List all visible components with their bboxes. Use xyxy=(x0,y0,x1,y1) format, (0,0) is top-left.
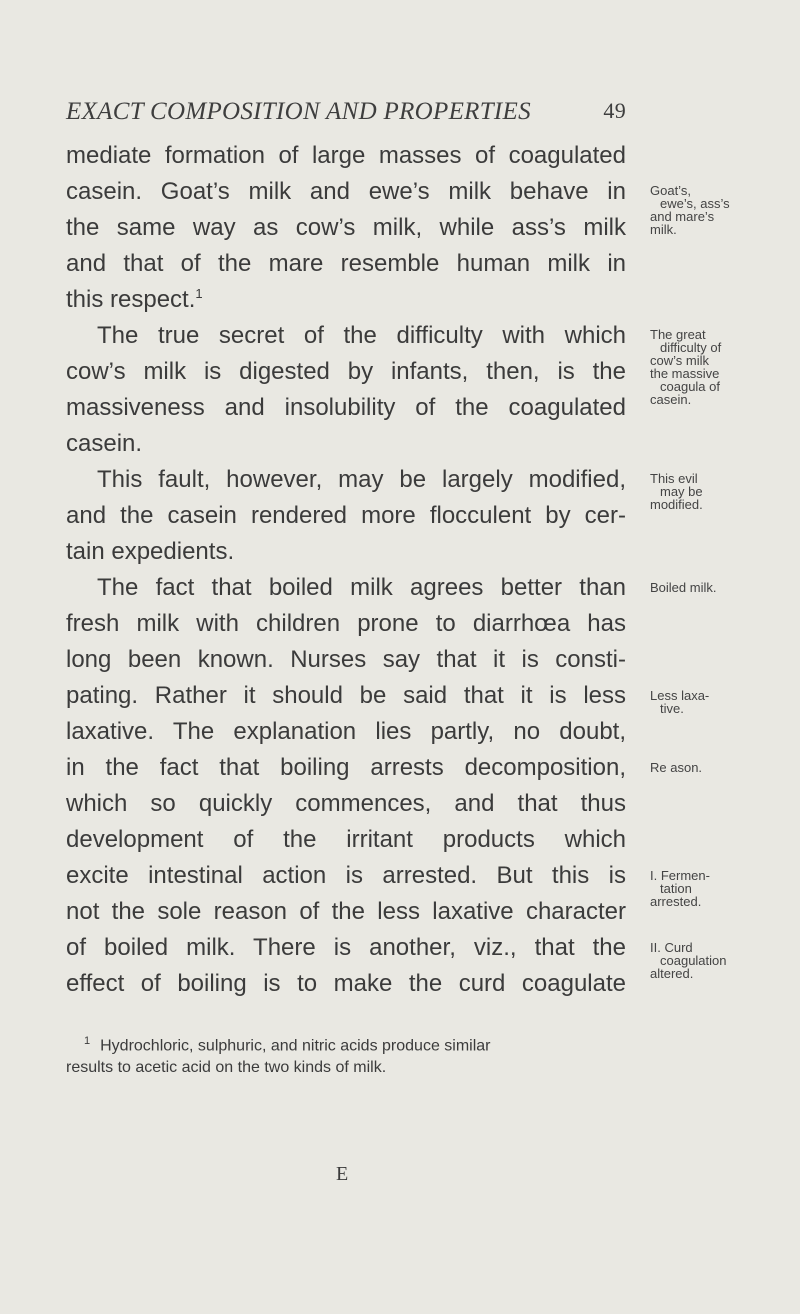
side-note-line: The great xyxy=(650,327,706,342)
side-note xyxy=(650,581,790,594)
side-note-line: and mare’s xyxy=(650,209,715,224)
side-note-line: tive. xyxy=(660,701,684,716)
body-line: long been known. Nurses say that it is consti- xyxy=(66,646,626,673)
side-note xyxy=(650,472,790,511)
footnote-reference: 1 xyxy=(195,286,203,301)
running-head-title: EXACT COMPOSITION AND PROPERTIES xyxy=(66,98,531,125)
side-note-line: Less laxa- xyxy=(650,688,710,703)
side-note-line: I. Fermen- xyxy=(650,868,710,883)
body-line: pating. Rather it should be said that it is less xyxy=(66,682,626,709)
running-head xyxy=(66,98,626,126)
side-note-line: coagulation xyxy=(660,953,727,968)
side-note xyxy=(650,689,790,715)
side-note xyxy=(650,184,790,236)
side-note-line: cow’s milk xyxy=(650,353,709,368)
body-line: the same way as cow’s milk, while ass’s milk xyxy=(66,214,626,241)
body-text: this respect. xyxy=(66,286,196,313)
side-note-line: Boiled milk. xyxy=(650,580,717,595)
body-line: excite intestinal action is arrested. But this is xyxy=(66,862,626,889)
body-line: effect of boiling is to make the curd coagulate xyxy=(66,970,626,997)
body-line: fresh milk with children prone to diarrhœa has xyxy=(66,610,626,637)
body-line: development of the irritant products which xyxy=(66,826,626,853)
side-note-line: modified. xyxy=(650,497,703,512)
body-line: This fault, however, may be largely modified, xyxy=(97,466,626,493)
side-note xyxy=(650,941,790,980)
body-line: mediate formation of large masses of coagulated xyxy=(66,142,626,169)
body-line: The fact that boiled milk agrees better than xyxy=(97,574,626,601)
side-note-line: altered. xyxy=(650,966,694,981)
body-line: massiveness and insolubility of the coagulated xyxy=(66,394,626,421)
side-note-line: milk. xyxy=(650,222,677,237)
body-line: tain expedients. xyxy=(66,538,235,565)
body-line: casein. Goat’s milk and ewe’s milk behave in xyxy=(66,178,626,205)
body-line: of boiled milk. There is another, viz., that the xyxy=(66,934,626,961)
body-line: which so quickly commences, and that thus xyxy=(66,790,626,817)
body-line xyxy=(66,282,626,318)
side-note-line: Goat’s, xyxy=(650,183,691,198)
side-note xyxy=(650,761,790,774)
body-line: cow’s milk is digested by infants, then, is the xyxy=(66,358,626,385)
side-note-line: casein. xyxy=(650,392,692,407)
side-note-line: Re ason. xyxy=(650,760,703,775)
body-line: The true secret of the difficulty with which xyxy=(97,322,626,349)
side-note xyxy=(650,328,790,406)
body-line: and that of the mare resemble human milk in xyxy=(66,250,626,277)
side-note-line: II. Curd xyxy=(650,940,693,955)
body-line: not the sole reason of the less laxative character xyxy=(66,898,626,925)
body-line: laxative. The explanation lies partly, no doubt, xyxy=(66,718,626,745)
side-note xyxy=(650,869,790,908)
footnote-mark: 1 xyxy=(84,1035,91,1047)
footnote xyxy=(66,1030,624,1079)
side-note-line: coagula of xyxy=(660,379,720,394)
side-note-line: the massive xyxy=(650,366,720,381)
page-number: 49 xyxy=(603,98,626,123)
side-note-line: may be xyxy=(660,484,703,499)
side-note-line: ewe’s, ass’s xyxy=(660,196,730,211)
footnote-line: results to acetic acid on the two kinds of milk. xyxy=(66,1059,387,1077)
side-note-line: tation xyxy=(660,881,692,896)
body-line: and the casein rendered more flocculent by cer- xyxy=(66,502,626,529)
body-line: in the fact that boiling arrests decomposition, xyxy=(66,754,626,781)
body-line: casein. xyxy=(66,430,143,457)
footnote-line: Hydrochloric, sulphuric, and nitric acids produce similar xyxy=(100,1037,491,1055)
side-note-line: This evil xyxy=(650,471,698,486)
side-note-line: difficulty of xyxy=(660,340,722,355)
side-note-line: arrested. xyxy=(650,894,702,909)
signature-mark: E xyxy=(336,1163,349,1185)
